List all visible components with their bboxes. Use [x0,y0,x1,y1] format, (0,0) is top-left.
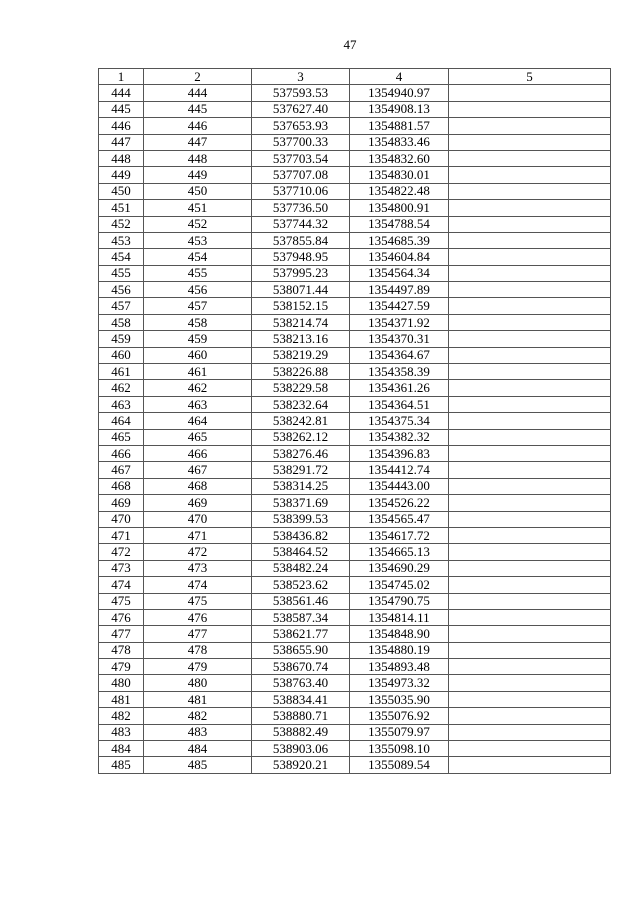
x-coordinate-cell: 537700.33 [252,134,350,150]
point-id-cell: 475 [144,593,252,609]
point-id-cell: 478 [144,642,252,658]
point-number-cell: 474 [99,577,144,593]
point-number-cell: 448 [99,150,144,166]
note-cell [449,560,611,576]
y-coordinate-cell: 1354881.57 [350,118,449,134]
note-cell [449,741,611,757]
table-row [99,560,611,576]
column-header-3: 3 [252,69,350,85]
point-id-cell: 459 [144,331,252,347]
y-coordinate-cell: 1354565.47 [350,511,449,527]
table-row [99,462,611,478]
x-coordinate-cell: 537627.40 [252,101,350,117]
y-coordinate-cell: 1354788.54 [350,216,449,232]
note-cell [449,708,611,724]
x-coordinate-cell: 538232.64 [252,396,350,412]
x-coordinate-cell: 537855.84 [252,232,350,248]
point-number-cell: 449 [99,167,144,183]
point-number-cell: 471 [99,527,144,543]
note-cell [449,380,611,396]
point-number-cell: 469 [99,495,144,511]
point-id-cell: 453 [144,232,252,248]
y-coordinate-cell: 1355079.97 [350,724,449,740]
point-id-cell: 466 [144,445,252,461]
note-cell [449,659,611,675]
note-cell [449,724,611,740]
point-number-cell: 453 [99,232,144,248]
y-coordinate-cell: 1354745.02 [350,577,449,593]
x-coordinate-cell: 538314.25 [252,478,350,494]
note-cell [449,85,611,101]
y-coordinate-cell: 1354604.84 [350,249,449,265]
y-coordinate-cell: 1354685.39 [350,232,449,248]
x-coordinate-cell: 538670.74 [252,659,350,675]
y-coordinate-cell: 1354800.91 [350,200,449,216]
y-coordinate-cell: 1354617.72 [350,527,449,543]
point-number-cell: 454 [99,249,144,265]
y-coordinate-cell: 1354908.13 [350,101,449,117]
point-id-cell: 451 [144,200,252,216]
point-number-cell: 472 [99,544,144,560]
note-cell [449,134,611,150]
table-row [99,413,611,429]
table-row [99,659,611,675]
x-coordinate-cell: 538242.81 [252,413,350,429]
table-row [99,577,611,593]
x-coordinate-cell: 538482.24 [252,560,350,576]
point-number-cell: 450 [99,183,144,199]
point-id-cell: 473 [144,560,252,576]
note-cell [449,429,611,445]
table-row [99,347,611,363]
point-number-cell: 464 [99,413,144,429]
page-number: 47 [343,37,357,52]
y-coordinate-cell: 1354364.67 [350,347,449,363]
x-coordinate-cell: 538371.69 [252,495,350,511]
point-number-cell: 466 [99,445,144,461]
y-coordinate-cell: 1354830.01 [350,167,449,183]
note-cell [449,150,611,166]
point-id-cell: 460 [144,347,252,363]
point-number-cell: 482 [99,708,144,724]
point-id-cell: 452 [144,216,252,232]
coordinates-table [98,68,611,774]
note-cell [449,298,611,314]
table-row [99,495,611,511]
y-coordinate-cell: 1354848.90 [350,626,449,642]
point-number-cell: 483 [99,724,144,740]
y-coordinate-cell: 1354880.19 [350,642,449,658]
point-number-cell: 458 [99,314,144,330]
note-cell [449,232,611,248]
table-row [99,708,611,724]
point-id-cell: 446 [144,118,252,134]
note-cell [449,282,611,298]
x-coordinate-cell: 538763.40 [252,675,350,691]
x-coordinate-cell: 537703.54 [252,150,350,166]
y-coordinate-cell: 1354822.48 [350,183,449,199]
point-id-cell: 464 [144,413,252,429]
y-coordinate-cell: 1354443.00 [350,478,449,494]
table-row [99,265,611,281]
note-cell [449,577,611,593]
x-coordinate-cell: 538880.71 [252,708,350,724]
point-id-cell: 450 [144,183,252,199]
point-id-cell: 447 [144,134,252,150]
point-id-cell: 444 [144,85,252,101]
table-row [99,724,611,740]
point-id-cell: 471 [144,527,252,543]
table-row [99,150,611,166]
x-coordinate-cell: 538152.15 [252,298,350,314]
point-number-cell: 470 [99,511,144,527]
point-id-cell: 485 [144,757,252,773]
x-coordinate-cell: 538903.06 [252,741,350,757]
note-cell [449,691,611,707]
y-coordinate-cell: 1354790.75 [350,593,449,609]
table-row [99,183,611,199]
note-cell [449,347,611,363]
note-cell [449,183,611,199]
point-id-cell: 458 [144,314,252,330]
note-cell [449,626,611,642]
x-coordinate-cell: 537736.50 [252,200,350,216]
y-coordinate-cell: 1354361.26 [350,380,449,396]
note-cell [449,200,611,216]
y-coordinate-cell: 1354665.13 [350,544,449,560]
y-coordinate-cell: 1355076.92 [350,708,449,724]
table-row [99,396,611,412]
point-number-cell: 444 [99,85,144,101]
y-coordinate-cell: 1354358.39 [350,364,449,380]
note-cell [449,675,611,691]
point-number-cell: 485 [99,757,144,773]
x-coordinate-cell: 538219.29 [252,347,350,363]
y-coordinate-cell: 1354370.31 [350,331,449,347]
note-cell [449,609,611,625]
table-row [99,478,611,494]
table-row [99,380,611,396]
note-cell [449,314,611,330]
point-number-cell: 467 [99,462,144,478]
note-cell [449,642,611,658]
x-coordinate-cell: 538834.41 [252,691,350,707]
point-number-cell: 462 [99,380,144,396]
point-id-cell: 470 [144,511,252,527]
x-coordinate-cell: 538399.53 [252,511,350,527]
table-row [99,249,611,265]
point-id-cell: 461 [144,364,252,380]
point-id-cell: 481 [144,691,252,707]
note-cell [449,265,611,281]
point-number-cell: 447 [99,134,144,150]
point-id-cell: 467 [144,462,252,478]
point-id-cell: 468 [144,478,252,494]
note-cell [449,331,611,347]
y-coordinate-cell: 1354973.32 [350,675,449,691]
column-header-1: 1 [99,69,144,85]
note-cell [449,396,611,412]
x-coordinate-cell: 537710.06 [252,183,350,199]
table-row [99,216,611,232]
point-number-cell: 473 [99,560,144,576]
x-coordinate-cell: 538262.12 [252,429,350,445]
x-coordinate-cell: 538071.44 [252,282,350,298]
table-row [99,691,611,707]
table-header-row [99,69,611,85]
point-number-cell: 452 [99,216,144,232]
y-coordinate-cell: 1354940.97 [350,85,449,101]
table-row [99,741,611,757]
point-number-cell: 478 [99,642,144,658]
point-id-cell: 462 [144,380,252,396]
y-coordinate-cell: 1354364.51 [350,396,449,412]
point-id-cell: 445 [144,101,252,117]
table-row [99,101,611,117]
point-id-cell: 476 [144,609,252,625]
point-id-cell: 474 [144,577,252,593]
x-coordinate-cell: 537593.53 [252,85,350,101]
note-cell [449,216,611,232]
table-row [99,593,611,609]
x-coordinate-cell: 537653.93 [252,118,350,134]
y-coordinate-cell: 1354690.29 [350,560,449,576]
y-coordinate-cell: 1354564.34 [350,265,449,281]
y-coordinate-cell: 1355035.90 [350,691,449,707]
table-row [99,609,611,625]
column-header-5: 5 [449,69,611,85]
note-cell [449,478,611,494]
note-cell [449,167,611,183]
table-row [99,314,611,330]
point-number-cell: 459 [99,331,144,347]
x-coordinate-cell: 538213.16 [252,331,350,347]
point-id-cell: 483 [144,724,252,740]
table-row [99,757,611,773]
point-number-cell: 445 [99,101,144,117]
table-row [99,511,611,527]
point-number-cell: 463 [99,396,144,412]
point-number-cell: 475 [99,593,144,609]
y-coordinate-cell: 1354371.92 [350,314,449,330]
x-coordinate-cell: 538621.77 [252,626,350,642]
y-coordinate-cell: 1354893.48 [350,659,449,675]
point-id-cell: 454 [144,249,252,265]
table-row [99,232,611,248]
table-row [99,544,611,560]
point-number-cell: 468 [99,478,144,494]
note-cell [449,445,611,461]
table-row [99,626,611,642]
point-id-cell: 463 [144,396,252,412]
y-coordinate-cell: 1354832.60 [350,150,449,166]
y-coordinate-cell: 1354497.89 [350,282,449,298]
y-coordinate-cell: 1355089.54 [350,757,449,773]
point-id-cell: 477 [144,626,252,642]
point-id-cell: 482 [144,708,252,724]
x-coordinate-cell: 538291.72 [252,462,350,478]
point-id-cell: 456 [144,282,252,298]
point-number-cell: 457 [99,298,144,314]
x-coordinate-cell: 537707.08 [252,167,350,183]
point-number-cell: 477 [99,626,144,642]
x-coordinate-cell: 537948.95 [252,249,350,265]
y-coordinate-cell: 1354412.74 [350,462,449,478]
note-cell [449,462,611,478]
table-row [99,85,611,101]
point-id-cell: 449 [144,167,252,183]
point-id-cell: 457 [144,298,252,314]
y-coordinate-cell: 1354814.11 [350,609,449,625]
table-row [99,527,611,543]
note-cell [449,495,611,511]
point-number-cell: 476 [99,609,144,625]
y-coordinate-cell: 1354526.22 [350,495,449,511]
table-row [99,298,611,314]
point-number-cell: 456 [99,282,144,298]
point-number-cell: 480 [99,675,144,691]
point-number-cell: 446 [99,118,144,134]
note-cell [449,364,611,380]
point-number-cell: 465 [99,429,144,445]
note-cell [449,101,611,117]
x-coordinate-cell: 538523.62 [252,577,350,593]
point-id-cell: 448 [144,150,252,166]
note-cell [449,249,611,265]
y-coordinate-cell: 1354375.34 [350,413,449,429]
x-coordinate-cell: 537995.23 [252,265,350,281]
x-coordinate-cell: 538920.21 [252,757,350,773]
point-id-cell: 469 [144,495,252,511]
point-number-cell: 460 [99,347,144,363]
y-coordinate-cell: 1354396.83 [350,445,449,461]
point-id-cell: 479 [144,659,252,675]
x-coordinate-cell: 538436.82 [252,527,350,543]
y-coordinate-cell: 1354382.32 [350,429,449,445]
table-row [99,429,611,445]
note-cell [449,757,611,773]
point-id-cell: 472 [144,544,252,560]
x-coordinate-cell: 537744.32 [252,216,350,232]
note-cell [449,511,611,527]
note-cell [449,118,611,134]
y-coordinate-cell: 1354833.46 [350,134,449,150]
point-number-cell: 461 [99,364,144,380]
table-row [99,200,611,216]
point-number-cell: 479 [99,659,144,675]
point-id-cell: 465 [144,429,252,445]
table-row [99,642,611,658]
table-row [99,282,611,298]
y-coordinate-cell: 1355098.10 [350,741,449,757]
column-header-4: 4 [350,69,449,85]
y-coordinate-cell: 1354427.59 [350,298,449,314]
x-coordinate-cell: 538882.49 [252,724,350,740]
x-coordinate-cell: 538655.90 [252,642,350,658]
point-id-cell: 455 [144,265,252,281]
table-row [99,134,611,150]
note-cell [449,593,611,609]
point-number-cell: 455 [99,265,144,281]
table-row [99,364,611,380]
point-id-cell: 484 [144,741,252,757]
note-cell [449,413,611,429]
point-id-cell: 480 [144,675,252,691]
x-coordinate-cell: 538214.74 [252,314,350,330]
point-number-cell: 484 [99,741,144,757]
point-number-cell: 451 [99,200,144,216]
x-coordinate-cell: 538226.88 [252,364,350,380]
table-body [99,85,611,773]
table-row [99,118,611,134]
table-row [99,331,611,347]
note-cell [449,527,611,543]
note-cell [449,544,611,560]
table-row [99,167,611,183]
table-row [99,445,611,461]
point-number-cell: 481 [99,691,144,707]
table-row [99,675,611,691]
x-coordinate-cell: 538561.46 [252,593,350,609]
x-coordinate-cell: 538276.46 [252,445,350,461]
column-header-2: 2 [144,69,252,85]
x-coordinate-cell: 538229.58 [252,380,350,396]
x-coordinate-cell: 538587.34 [252,609,350,625]
x-coordinate-cell: 538464.52 [252,544,350,560]
